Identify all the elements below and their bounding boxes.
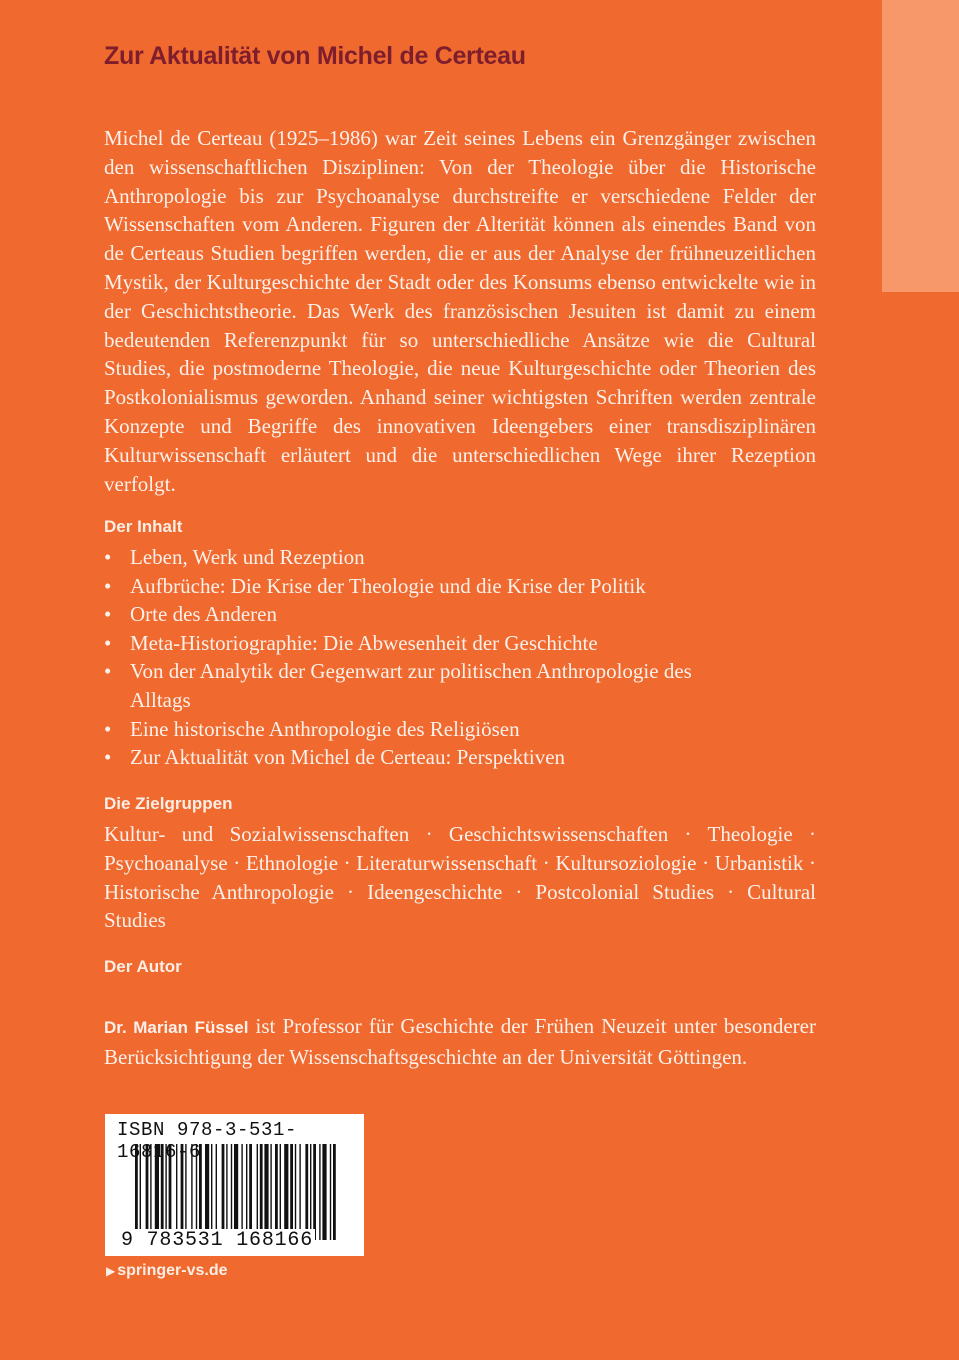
side-color-tab — [882, 0, 959, 292]
isbn-label: ISBN 978-3-531-16816-6 — [117, 1119, 298, 1163]
publisher-link[interactable] — [106, 1262, 228, 1280]
author-name: Dr. Marian Füssel — [104, 1018, 249, 1037]
bullet-icon: • — [104, 659, 112, 684]
list-item-label: Zur Aktualität von Michel de Certeau: Perspektiven — [130, 745, 566, 770]
list-item — [104, 572, 816, 601]
contents-list — [104, 543, 816, 772]
bullet-icon: • — [104, 545, 112, 569]
list-item — [104, 657, 750, 714]
author-heading: Der Autor — [104, 957, 182, 976]
list-item-label: Eine historische Anthropologie des Religiösen — [130, 716, 520, 741]
list-item — [104, 715, 816, 744]
arrow-right-icon: ▶ — [106, 1264, 116, 1278]
list-item — [104, 743, 816, 772]
author-bio — [104, 1012, 816, 1072]
publisher-url: springer-vs.de — [117, 1262, 228, 1279]
bullet-icon: • — [104, 745, 112, 770]
list-item-label: Leben, Werk und Rezeption — [130, 545, 365, 569]
author-bio-text: ist Professor für Geschichte der Frühen Neuzeit unter besonderer Berücksichtigung der Wissenschaftsgeschichte an der Universität Göttingen. — [104, 1014, 816, 1069]
barcode-digits: 9 783531 168166 — [121, 1229, 314, 1252]
bullet-icon: • — [104, 716, 112, 741]
audience-heading: Die Zielgruppen — [104, 794, 233, 813]
list-item-label: Meta-Historiographie: Die Abwesenheit der Geschichte — [130, 630, 598, 655]
isbn-barcode — [105, 1114, 364, 1256]
bullet-icon: • — [104, 602, 112, 627]
bullet-icon: • — [104, 630, 112, 655]
intro-paragraph: Michel de Certeau (1925–1986) war Zeit seines Lebens ein Grenzgänger zwischen den wissenschaftlichen Disziplinen: Von der Theologie über die Historische Anthropologie bis zur Psychoanalyse durchstreifte er verschiedene Felder der Wissenschaften vom Anderen. Figuren der Alterität können als einendes Band von de Certeaus Studien begriffen werden, die er aus der Analyse der frühneuzeitlichen Mystik, der Kulturgeschichte der Stadt oder des Konsums ebenso entwickelte wie in der Geschichtstheorie. Das Werk des französischen Jesuiten ist damit zu einem bedeutenden Referenzpunkt für so unterschiedliche Ansätze wie die Cultural Studies, die postmoderne Theologie, die neue Kulturgeschichte oder Theorien des Postkolonialismus geworden. Anhand seiner wichtigsten Schriften werden zentrale Konzepte und Begriffe des innovativen Ideengebers einer transdisziplinären Kulturwissenschaft erläutert und die unterschiedlichen Wege ihrer Rezeption verfolgt. — [104, 126, 816, 496]
bullet-icon: • — [104, 573, 112, 598]
list-item-label: Orte des Anderen — [130, 602, 277, 627]
list-item — [104, 629, 816, 658]
list-item — [104, 600, 816, 629]
audience-text: Kultur- und Sozialwissenschaften · Geschichtswissenschaften · Theologie · Psychoanalyse · Ethnologie · Literaturwissenschaft · Kultursoziologie · Urbanistik · Historische Anthropologie · Ideengeschichte · Postcolonial Studies · Cultural Studies — [104, 822, 816, 933]
list-item-label: Von der Analytik der Gegenwart zur politischen Anthropologie des Alltags — [130, 659, 692, 712]
list-item-label: Aufbrüche: Die Krise der Theologie und die Krise der Politik — [130, 573, 646, 598]
contents-heading: Der Inhalt — [104, 517, 183, 536]
page-title: Zur Aktualität von Michel de Certeau — [104, 42, 526, 70]
list-item — [104, 543, 816, 572]
